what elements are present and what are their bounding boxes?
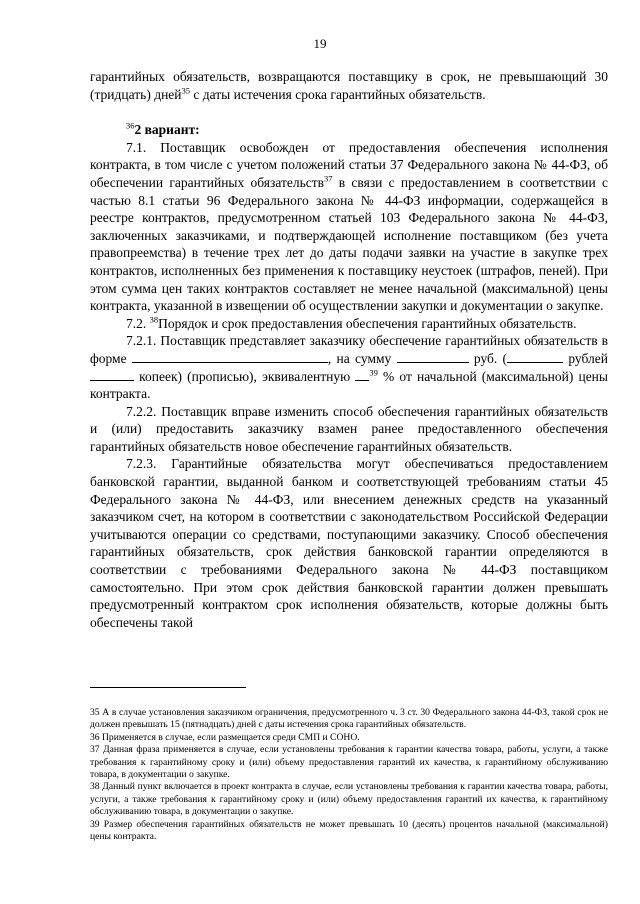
blank-field-form	[132, 351, 328, 363]
paragraph-7-2-1	[90, 332, 608, 402]
footnote-35: 35 А в случае установления заказчиком ограничения, предусмотренного ч. 3 ст. 30 Федерального закона 44-ФЗ, такой срок не должен превышать 15 (пятнадцать) дней с даты истечения срока гарантийных обязательств.	[90, 707, 608, 731]
page-number: 19	[313, 36, 327, 51]
footnote-ref-35: 35	[181, 85, 191, 96]
text-run: Порядок и срок предоставления обеспечения гарантийных обязательств.	[158, 315, 577, 331]
paragraph-guarantee-return	[90, 68, 608, 103]
text-run: 7.2.1. Поставщик представляет заказчику обеспечение гарантийных обязательств в форме	[90, 333, 608, 366]
footnote-ref-36: 36	[126, 120, 135, 131]
text-run: % от начальной (максимальной) цены контракта.	[90, 368, 608, 402]
paragraph-7-2-2: 7.2.2. Поставщик вправе изменить способ обеспечения гарантийных обязательств и (или) предоставить заказчику взамен ранее предоставленного обеспечения гарантийных обязательств новое обеспечение гарантийных обязательств.	[90, 403, 608, 454]
variant-heading	[90, 121, 608, 139]
footnote-36: 36 Применяется в случае, если размещается среди СМП и СОНО.	[90, 731, 360, 743]
footnote-ref-38: 38	[149, 314, 159, 325]
text-run: 7.2.	[126, 315, 150, 331]
footnote-38: 38 Данный пункт включается в проект контракта в случае, если установлены требования к гарантии качества товара, работы, услуги, а также требования к гарантийному сроку и (или) объему предоставления гарантий их качества, к гарантийному обслуживанию товара, в документации о закупке.	[90, 781, 608, 818]
footnote-separator	[90, 687, 246, 688]
footnote-ref-37: 37	[324, 173, 333, 184]
paragraph-7-2	[90, 315, 608, 333]
blank-field-amount	[397, 351, 469, 363]
document-body	[90, 68, 608, 631]
text-run: , на сумму	[327, 350, 397, 366]
text-run: руб. (	[468, 350, 508, 366]
text-run: рублей	[563, 350, 608, 366]
blank-field-kopecks	[90, 369, 134, 381]
text-run: гарантийных обязательств, возвращаются поставщику в срок, не превышающий 30 (тридцать) дней	[90, 69, 608, 102]
paragraph-7-2-3: 7.2.3. Гарантийные обязательства могут обеспечиваться предоставлением банковской гарантии, выданной банком и соответствующей требованиям статьи 45 Федерального закона № 44-ФЗ, или внесением денежных средств на указанный заказчиком счет, на котором в соответствии с законодательством Российской Федерации учитываются операции со средствами, поступающими заказчику. Способ обеспечения гарантийных обязательств, срок действия банковской гарантии определяются в соответствии с требованиями Федерального закона № 44-ФЗ поставщиком самостоятельно. При этом срок действия банковской гарантии должен превышать предусмотренный контрактом срок исполнения обязательств, которые должны быть обеспечены такой	[90, 456, 608, 630]
footnote-37: 37 Данная фраза применяется в случае, если установлены требования к гарантии качества товара, работы, услуги, а также требования к гарантийному сроку и (или) объему предоставления гарантий их качества, к гарантийному обслуживанию товара, в документации о закупке.	[90, 744, 608, 781]
blank-field-rubles	[507, 351, 563, 363]
text-run: 7.1. Поставщик освобожден от предоставления обеспечения исполнения контракта, в том числе с учетом положений статьи 37 Федерального закона № 44-ФЗ, об обеспечении гарантийных обязательств	[90, 139, 608, 190]
text-run: копеек) (прописью), эквивалентную	[134, 368, 356, 384]
text-run: с даты истечения срока гарантийных обязательств.	[190, 86, 486, 102]
blank-field-percent	[355, 369, 369, 381]
footnote-ref-39: 39	[369, 367, 378, 377]
variant-heading-text: 2 вариант:	[134, 122, 200, 138]
footnotes	[90, 707, 608, 843]
text-run: в связи с предоставлением в соответствии с частью 8.1 статьи 96 Федерального закона № 44-ФЗ информации, содержащейся в реестре контрактов, предусмотренном статьей 103 Федерального закона № 44-ФЗ, заключенных заказчиками, и подтверждающей исполнение поставщиком (без учета правопреемства) в течение трех лет до даты подачи заявки на участие в закупке трех контрактов, исполненных без применения к поставщику неустоек (штрафов, пеней). При этом сумма цен таких контрактов составляет не менее начальной (максимальной) цены контракта, указанной в извещении об осуществлении закупки и документации о закупке.	[90, 174, 608, 314]
footnote-39: 39 Размер обеспечения гарантийных обязательств не может превышать 10 (десять) процентов начальной (максимальной) цены контракта.	[90, 818, 608, 843]
paragraph-7-1	[90, 139, 608, 315]
